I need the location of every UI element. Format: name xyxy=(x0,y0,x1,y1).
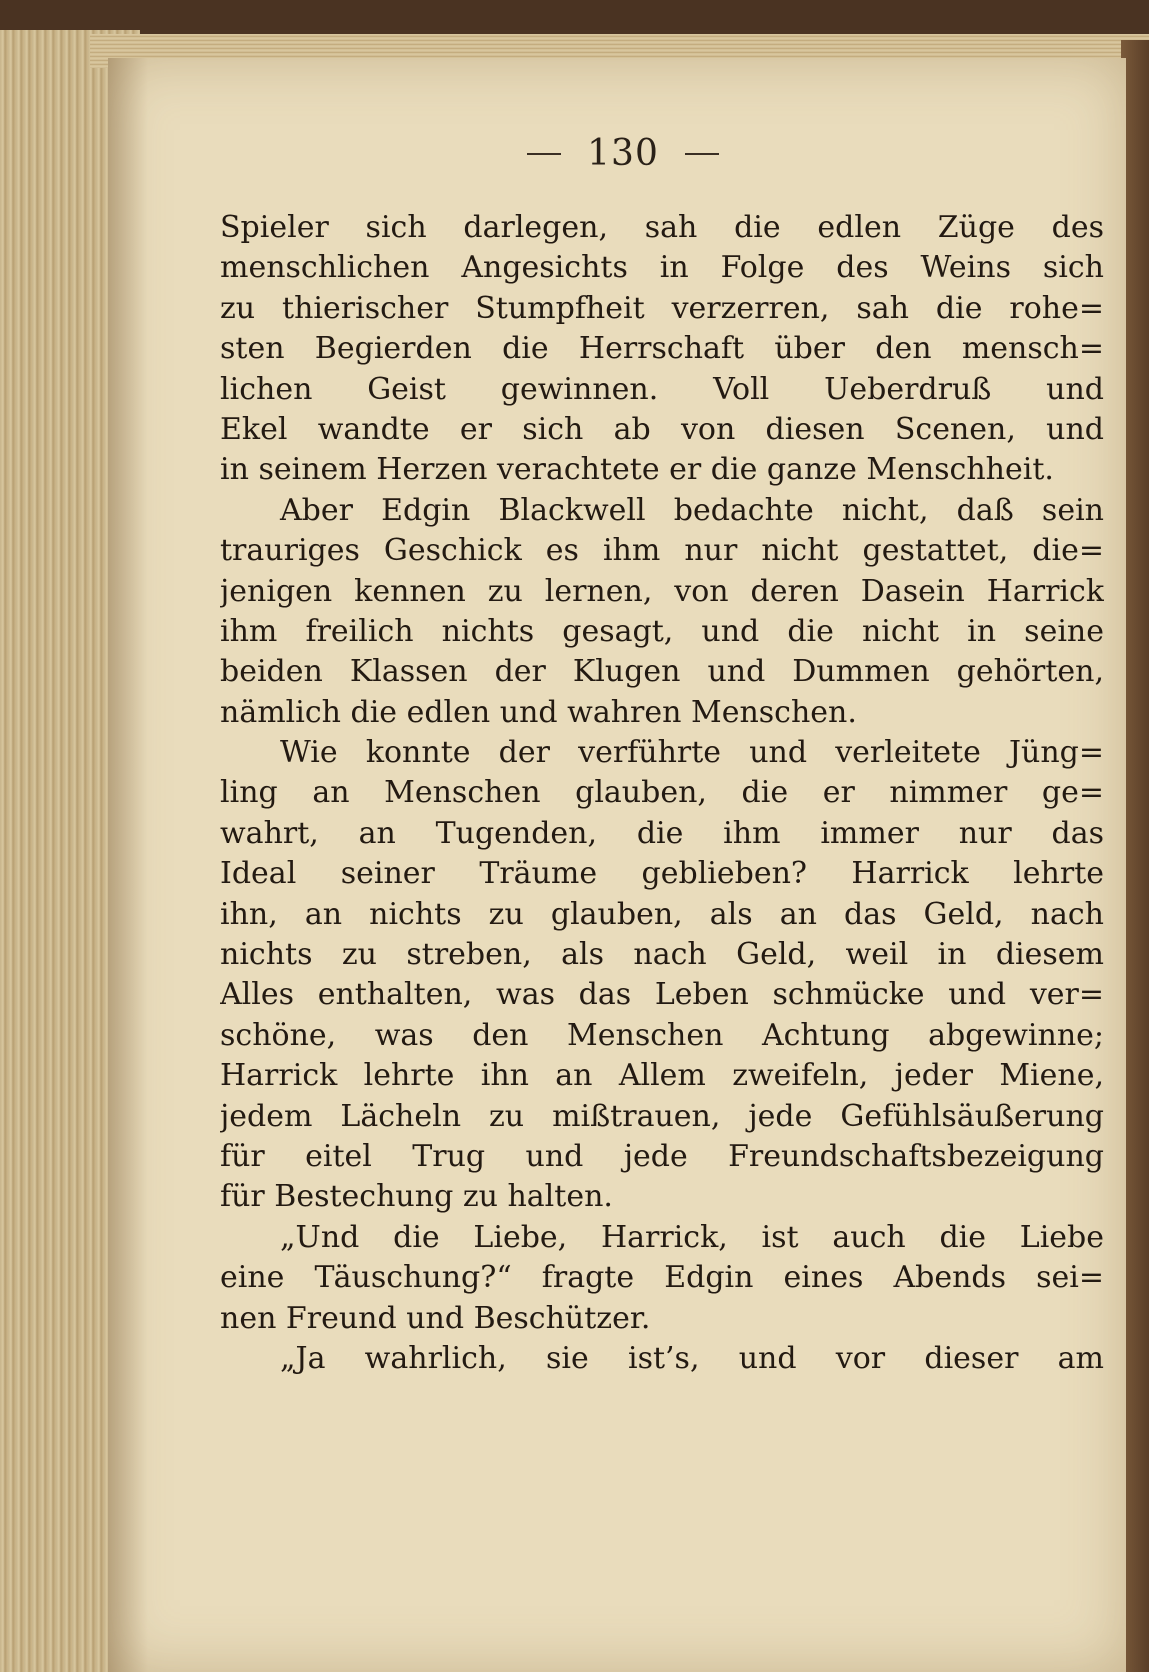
page-header xyxy=(488,133,758,174)
page-gutter-shadow xyxy=(108,58,148,1672)
text-line: Wie konnte der verführte und verleitete Jüng= xyxy=(280,735,1104,771)
text-line: eine Täuschung?“ fragte Edgin eines Abends sei= xyxy=(220,1260,1104,1296)
text-line: Alles enthalten, was das Leben schmücke und ver= xyxy=(220,977,1104,1013)
body-text xyxy=(220,208,1104,1379)
text-line: für eitel Trug und jede Freundschaftsbezeigung xyxy=(220,1138,1104,1174)
text-line: Aber Edgin Blackwell bedachte nicht, daß sein xyxy=(280,492,1104,528)
header-dash-left xyxy=(527,153,561,155)
text-line: für Bestechung zu halten. xyxy=(220,1179,613,1215)
text-line: schöne, was den Menschen Achtung abgewinne; xyxy=(220,1017,1104,1053)
text-line: Ideal seiner Träume geblieben? Harrick lehrte xyxy=(220,856,1104,892)
text-line: beiden Klassen der Klugen und Dummen gehörten, xyxy=(220,654,1104,690)
text-line: sten Begierden die Herrschaft über den mensch= xyxy=(220,331,1104,367)
text-line: lichen Geist gewinnen. Voll Ueberdruß und xyxy=(220,371,1104,407)
text-line: zu thierischer Stumpfheit verzerren, sah die rohe= xyxy=(220,290,1104,326)
text-line: Ekel wandte er sich ab von diesen Scenen, und xyxy=(220,411,1104,447)
text-line: jedem Lächeln zu mißtrauen, jede Gefühlsäußerung xyxy=(220,1098,1104,1134)
text-line: ihm freilich nichts gesagt, und die nicht in seine xyxy=(220,613,1104,649)
text-line: „Ja wahrlich, sie ist’s, und vor dieser am xyxy=(280,1340,1104,1376)
text-line: nichts zu streben, als nach Geld, weil in diesem xyxy=(220,937,1104,973)
page-number: 130 xyxy=(587,133,659,174)
book-page xyxy=(108,58,1126,1672)
text-line: nämlich die edlen und wahren Menschen. xyxy=(220,694,857,730)
text-line: Harrick lehrte ihn an Allem zweifeln, jeder Miene, xyxy=(220,1058,1104,1094)
text-line: ling an Menschen glauben, die er nimmer ge= xyxy=(220,775,1104,811)
text-line: menschlichen Angesichts in Folge des Weins sich xyxy=(220,250,1104,286)
text-line: in seinem Herzen verachtete er die ganze Menschheit. xyxy=(220,452,1054,488)
text-line: ihn, an nichts zu glauben, als an das Geld, nach xyxy=(220,896,1104,932)
header-dash-right xyxy=(685,153,719,155)
text-line: nen Freund und Beschützer. xyxy=(220,1300,651,1336)
text-line: wahrt, an Tugenden, die ihm immer nur das xyxy=(220,815,1104,851)
text-line: jenigen kennen zu lernen, von deren Dasein Harrick xyxy=(220,573,1104,609)
text-line: trauriges Geschick es ihm nur nicht gestattet, die= xyxy=(220,533,1104,569)
text-line: Spieler sich darlegen, sah die edlen Züge des xyxy=(220,210,1104,245)
text-line: „Und die Liebe, Harrick, ist auch die Liebe xyxy=(280,1219,1104,1255)
